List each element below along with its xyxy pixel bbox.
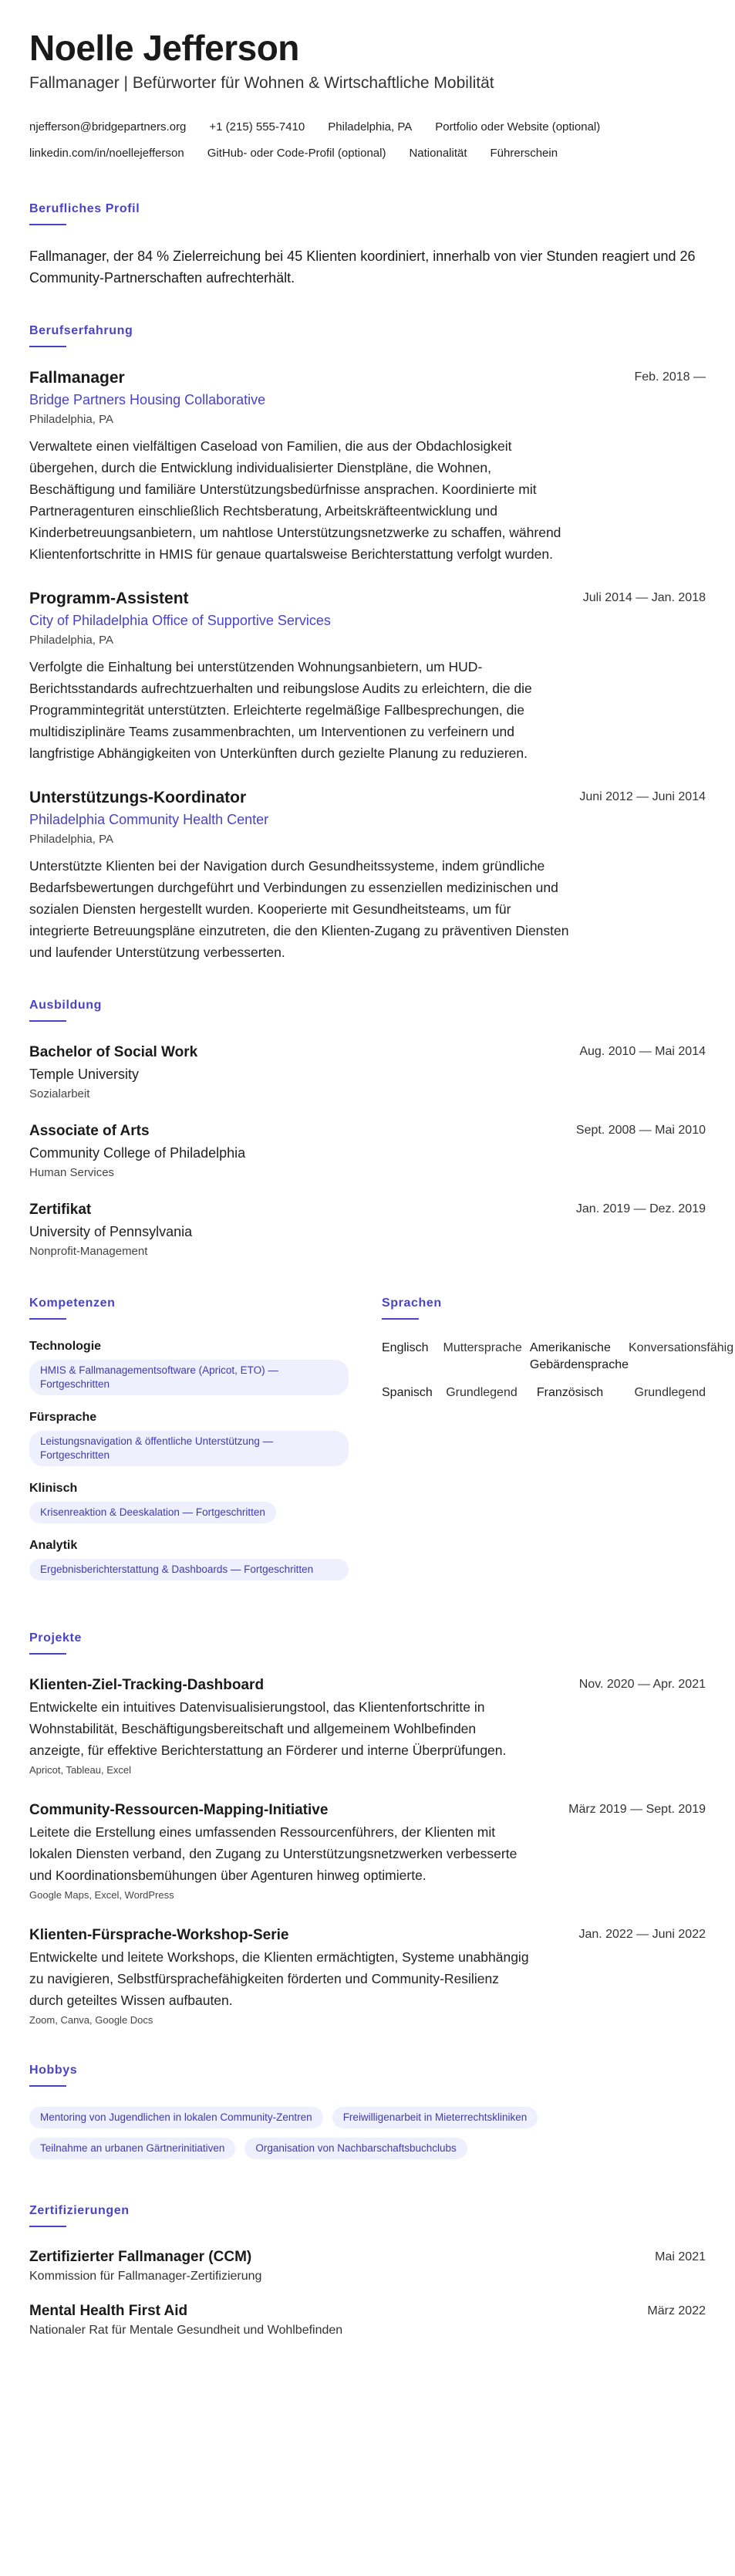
job-date: Juni 2012 — Juni 2014 xyxy=(579,790,706,803)
hobby-list xyxy=(29,2107,706,2169)
education-entry xyxy=(29,1121,706,1182)
education-date: Sept. 2008 — Mai 2010 xyxy=(575,1124,706,1137)
skill-pill: Leistungsnavigation & öffentliche Unterstützung — Fortgeschritten xyxy=(29,1431,349,1466)
field-of-study: Sozialarbeit xyxy=(29,1087,90,1100)
contact-linkedin[interactable]: linkedin.com/in/noellejefferson xyxy=(29,147,184,160)
candidate-name: Noelle Jefferson xyxy=(29,28,299,68)
section-divider xyxy=(29,1653,66,1655)
contact-nationality: Nationalität xyxy=(409,147,467,160)
job-description: Unterstützte Klienten bei der Navigation durch Gesundheitssysteme, indem gründliche Bedarfsbewertungen durchgeführt und Verbindungen zu essenziellen medizinischen und sozialen Diensten hergestellt wurden. Kooperierte mit Gesundheitsteams, um für integrierte Betreuungspläne einzutreten, die den Klienten-Zugang zu präventiven Diensten und laufender Unterstützung verbesserten. xyxy=(29,858,569,960)
education-date: Jan. 2019 — Dez. 2019 xyxy=(575,1202,706,1215)
projects-section xyxy=(29,1631,706,2028)
hobbies-section xyxy=(29,2064,706,2169)
education-date: Aug. 2010 — Mai 2014 xyxy=(579,1045,706,1058)
experience-section xyxy=(29,324,706,963)
school-name: Temple University xyxy=(29,1067,140,1082)
contact-location: Philadelphia, PA xyxy=(328,120,413,134)
language-name: Amerikanische Gebärdensprache xyxy=(529,1341,629,1371)
education-entry xyxy=(29,1199,706,1261)
skills-section xyxy=(29,1296,352,1596)
certification-entry xyxy=(29,2301,706,2340)
profile-summary: Fallmanager, der 84 % Zielerreichung bei 45 Klienten koordiniert, innerhalb von vier Stunden reagiert und 26 Community-Partnerschaften aufrechterhält. xyxy=(29,248,696,286)
skill-category: Klinisch xyxy=(29,1482,78,1495)
job-location: Philadelphia, PA xyxy=(29,833,113,846)
project-tech: Google Maps, Excel, WordPress xyxy=(29,1889,174,1901)
section-title: Hobbys xyxy=(29,2064,78,2077)
section-title: Ausbildung xyxy=(29,999,102,1012)
section-title: Zertifizierungen xyxy=(29,2204,130,2217)
languages-section xyxy=(382,1296,734,1596)
skill-group xyxy=(29,1539,352,1580)
project-title: Klienten-Ziel-Tracking-Dashboard xyxy=(29,1677,265,1693)
job-title: Unterstützungs-Koordinator xyxy=(29,789,247,806)
resume-header xyxy=(29,26,706,167)
job-organization: Philadelphia Community Health Center xyxy=(29,812,269,827)
education-entry xyxy=(29,1042,706,1104)
skill-pill: HMIS & Fallmanagementsoftware (Apricot, ETO) — Fortgeschritten xyxy=(29,1360,349,1395)
skill-group xyxy=(29,1340,352,1395)
project-entry xyxy=(29,1925,706,2028)
project-date: Nov. 2020 — Apr. 2021 xyxy=(578,1678,706,1691)
language-level: Grundlegend xyxy=(634,1386,706,1399)
skills-languages-row xyxy=(29,1296,734,1596)
degree-title: Bachelor of Social Work xyxy=(29,1044,198,1060)
job-location: Philadelphia, PA xyxy=(29,634,113,647)
job-date: Juli 2014 — Jan. 2018 xyxy=(582,591,706,604)
skill-pill: Ergebnisberichterstattung & Dashboards — Fortgeschritten xyxy=(29,1559,349,1580)
hobby-pill: Mentoring von Jugendlichen in lokalen Community-Zentren xyxy=(29,2107,323,2128)
hobby-pill: Freiwilligenarbeit in Mieterrechtskliniken xyxy=(332,2107,538,2128)
section-divider xyxy=(29,1318,66,1320)
certification-name: Mental Health First Aid xyxy=(29,2303,188,2319)
certification-date: Mai 2021 xyxy=(655,2250,706,2263)
experience-entry xyxy=(29,588,706,764)
section-title: Kompetenzen xyxy=(29,1296,116,1310)
certification-date: März 2022 xyxy=(647,2304,706,2317)
school-name: Community College of Philadelphia xyxy=(29,1145,246,1161)
section-divider xyxy=(29,1020,66,1022)
language-row xyxy=(382,1384,706,1401)
candidate-headline: Fallmanager | Befürworter für Wohnen & Wirtschaftliche Mobilität xyxy=(29,74,494,92)
experience-entry xyxy=(29,367,706,565)
skill-group xyxy=(29,1482,352,1523)
hobby-pill: Teilnahme an urbanen Gärtnerinitiativen xyxy=(29,2138,235,2159)
job-title: Programm-Assistent xyxy=(29,590,189,607)
contact-list xyxy=(29,114,706,167)
contact-github[interactable]: GitHub- oder Code-Profil (optional) xyxy=(207,147,386,160)
project-description: Entwickelte und leitete Workshops, die Klienten ermächtigten, Systeme unabhängig zu navigieren, Selbstfürsprachefähigkeiten förderten und Community-Resilienz durch geteiltes Wissen aufbauten. xyxy=(29,1949,529,2008)
section-title: Berufserfahrung xyxy=(29,324,133,337)
field-of-study: Human Services xyxy=(29,1166,115,1179)
job-description: Verfolgte die Einhaltung bei unterstützenden Wohnungsanbietern, um HUD-Berichtsstandards aufrechtzuerhalten und reibungslose Audits zu erleichtern, die die Programmintegrität unterstützten. Erleichterte regelmäßige Fallbesprechungen, die multidisziplinäre Teams zusammenbrachten, um Interventionen zu verfeinern und langfristige Abhängigkeiten von Unterkünften durch gezielte Planung zu reduzieren. xyxy=(29,659,532,761)
language-level: Grundlegend xyxy=(446,1386,518,1399)
language-row xyxy=(382,1340,734,1374)
skill-category: Analytik xyxy=(29,1539,78,1552)
skill-pill: Krisenreaktion & Deeskalation — Fortgeschritten xyxy=(29,1502,276,1523)
contact-drivers-license: Führerschein xyxy=(490,147,558,160)
contact-email[interactable]: njefferson@bridgepartners.org xyxy=(29,120,187,134)
section-divider xyxy=(382,1318,419,1320)
profile-section xyxy=(29,202,706,289)
language-name: Französisch xyxy=(536,1386,604,1399)
certification-name: Zertifizierter Fallmanager (CCM) xyxy=(29,2249,252,2265)
degree-title: Associate of Arts xyxy=(29,1123,150,1139)
project-description: Leitete die Erstellung eines umfassenden Ressourcenführers, der Klienten mit lokalen Diensten verband, den Zugang zu Unterstützungsnetzwerken verbesserte und Koordinationsbemühungen über Agenturen hinweg optimierte. xyxy=(29,1824,518,1883)
project-title: Community-Ressourcen-Mapping-Initiative xyxy=(29,1802,329,1818)
section-title: Projekte xyxy=(29,1631,82,1645)
project-description: Entwickelte ein intuitives Datenvisualisierungstool, das Klientenfortschritte in Wohnstabilität, Beschäftigungsbereitschaft und allgemeinem Wohlbefinden anzeigte, für effektive Berichterstattung an Förderer und interne Überprüfungen. xyxy=(29,1699,507,1758)
section-divider xyxy=(29,2085,66,2087)
certification-issuer: Nationaler Rat für Mentale Gesundheit und Wohlbefinden xyxy=(29,2324,343,2337)
job-date: Feb. 2018 — xyxy=(634,370,706,384)
language-level: Konversationsfähig xyxy=(629,1341,734,1354)
section-title: Sprachen xyxy=(382,1296,442,1310)
job-description: Verwaltete einen vielfältigen Caseload von Familien, die aus der Obdachlosigkeit übergehen, durch die Entwicklung individualisierter Dienstpläne, die Wohnen, Beschäftigung und familiäre Unterstützungsbedürfnisse ansprachen. Koordinierte mit Partneragenturen einschließlich Rechtsberatung, Arbeitskräfteentwicklung und Kinderbetreuungsanbietern, um nahtlose Unterstützungsnetzwerke zu schaffen, während Klientenfortschritte in HMIS für genaue quartalsweise Berichterstattung verfolgt wurden. xyxy=(29,438,561,562)
section-divider xyxy=(29,2226,66,2227)
skill-category: Fürsprache xyxy=(29,1411,97,1424)
certifications-section xyxy=(29,2204,706,2340)
project-title: Klienten-Fürsprache-Workshop-Serie xyxy=(29,1927,289,1943)
certification-issuer: Kommission für Fallmanager-Zertifizierung xyxy=(29,2270,262,2283)
experience-entry xyxy=(29,787,706,963)
project-date: März 2019 — Sept. 2019 xyxy=(568,1803,706,1816)
contact-phone[interactable]: +1 (215) 555-7410 xyxy=(209,120,305,134)
project-tech: Zoom, Canva, Google Docs xyxy=(29,2014,153,2026)
job-title: Fallmanager xyxy=(29,369,125,387)
education-section xyxy=(29,999,706,1261)
certification-entry xyxy=(29,2247,706,2286)
hobby-pill: Organisation von Nachbarschaftsbuchclubs xyxy=(244,2138,467,2159)
language-name: Englisch xyxy=(382,1341,429,1354)
language-name: Spanisch xyxy=(382,1386,433,1399)
job-organization: City of Philadelphia Office of Supportive Services xyxy=(29,613,331,628)
degree-title: Zertifikat xyxy=(29,1202,92,1218)
project-entry xyxy=(29,1800,706,1903)
school-name: University of Pennsylvania xyxy=(29,1224,193,1239)
job-location: Philadelphia, PA xyxy=(29,413,113,426)
job-organization: Bridge Partners Housing Collaborative xyxy=(29,392,266,407)
project-entry xyxy=(29,1675,706,1778)
section-title: Berufliches Profil xyxy=(29,202,140,215)
section-divider xyxy=(29,224,66,225)
project-date: Jan. 2022 — Juni 2022 xyxy=(578,1928,706,1941)
language-level: Muttersprache xyxy=(443,1341,522,1354)
project-tech: Apricot, Tableau, Excel xyxy=(29,1764,131,1776)
field-of-study: Nonprofit-Management xyxy=(29,1245,148,1258)
skill-category: Technologie xyxy=(29,1340,102,1353)
contact-portfolio[interactable]: Portfolio oder Website (optional) xyxy=(435,120,601,134)
skill-group xyxy=(29,1411,352,1466)
section-divider xyxy=(29,346,66,347)
